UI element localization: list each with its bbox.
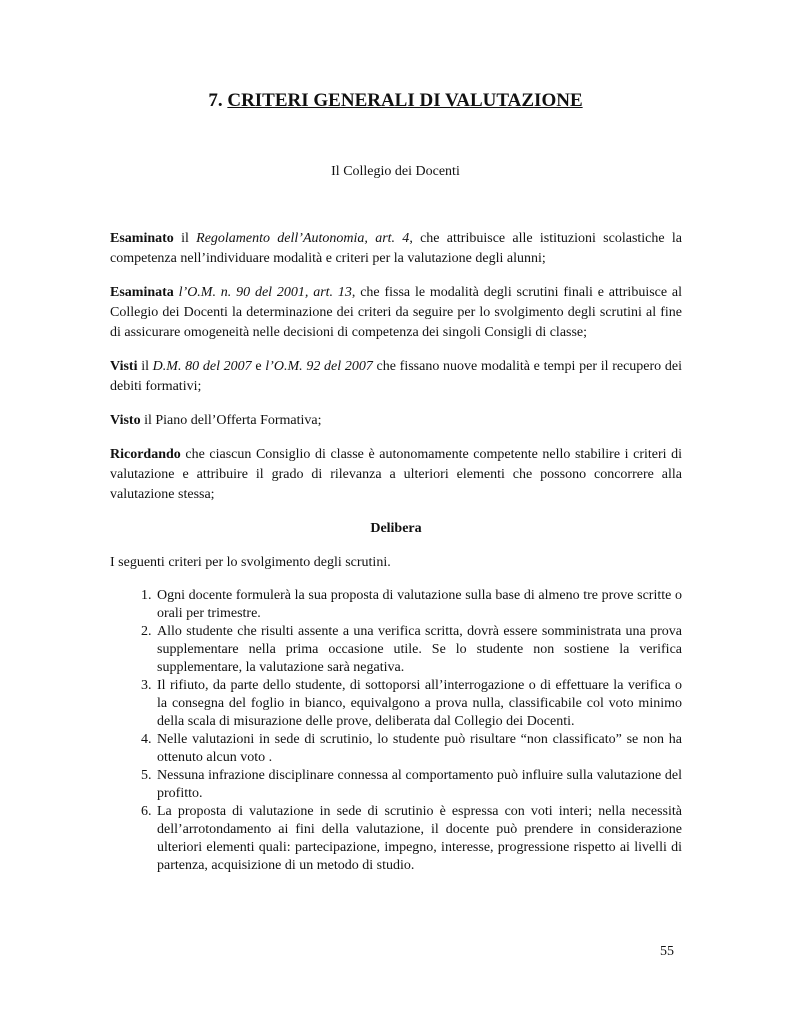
criteria-intro: I seguenti criteri per lo svolgimento degli scrutini. — [110, 555, 391, 570]
section-number: 7. — [208, 90, 228, 111]
subtitle: Il Collegio dei Docenti — [331, 164, 460, 179]
list-item: 6. La proposta di valutazione in sede di scrutinio è espressa con voti interi; nella necessità dell’arrotondamento ai fini della valutazione, il docente può prendere in considerazione ulteriori elementi quali: partecipazione, impegno, interesse, progressione rispetto ai livelli di partenza, acquisizione di un metodo di studio. — [155, 803, 682, 875]
list-item: 3. Il rifiuto, da parte dello studente, di sottoporsi all’interrogazione o di effettuare la verifica o la consegna del foglio in bianco, equivalgono a prova nulla, classificabile col voto minimo della scala di misurazione delle prove, deliberata dal Collegio dei Docenti. — [155, 677, 682, 731]
legal-reference: l’O.M. 92 del 2007 — [265, 359, 373, 374]
text: e — [251, 359, 266, 374]
text: , che attribuisce alle istituzioni scolastiche la competenza nell’individuare modalità e criteri per la valutazione degli alunni; — [110, 231, 682, 266]
criteria-list — [110, 587, 682, 875]
lead-word: Esaminata — [110, 285, 174, 300]
text: il — [137, 359, 153, 374]
lead-word: Visto — [110, 413, 141, 428]
delibera-heading: Delibera — [370, 521, 422, 536]
paragraph-esaminato — [110, 229, 682, 269]
paragraph-visti — [110, 357, 682, 397]
legal-reference: l’O.M. n. 90 del 2001, art. 13 — [178, 285, 352, 300]
lead-word: Esaminato — [110, 231, 174, 246]
text: il — [173, 231, 197, 246]
list-item: 2. Allo studente che risulti assente a una verifica scritta, dovrà essere somministrata una prova supplementare nella prima occasione utile. Se lo studente non sostiene la verifica supplementare, la valutazione sarà negativa. — [155, 623, 682, 677]
paragraph-ricordando — [110, 445, 682, 505]
text: , che fissa le modalità degli scrutini finali e attribuisce al Collegio dei Docenti la determinazione dei criteri da seguire per lo svolgimento degli scrutini al fine di assicurare omogeneità nelle decisioni di competenza dei singoli Consigli di classe; — [110, 285, 683, 340]
lead-word: Ricordando — [110, 447, 181, 462]
text: che ciascun Consiglio di classe è autonomamente competente nello stabilire i criteri di valutazione e attribuire il grado di rilevanza a ulteriori elementi che possono concorrere alla valutazione stessa; — [110, 447, 682, 502]
text: che fissano nuove modalità e tempi per il recupero dei debiti formativi; — [110, 359, 682, 394]
document-body — [110, 229, 682, 875]
legal-reference: D.M. 80 del 2007 — [152, 359, 252, 374]
paragraph-visto — [110, 411, 682, 431]
section-title: CRITERI GENERALI DI VALUTAZIONE — [227, 90, 583, 111]
page-number: 55 — [660, 944, 674, 959]
section-heading — [0, 90, 791, 112]
legal-reference: Regolamento dell’Autonomia, art. 4 — [196, 231, 410, 246]
list-item: 4. Nelle valutazioni in sede di scrutinio, lo studente può risultare “non classificato” se non ha ottenuto alcun voto . — [155, 731, 682, 767]
lead-word: Visti — [110, 359, 138, 374]
list-item: 5. Nessuna infrazione disciplinare connessa al comportamento può influire sulla valutazione del profitto. — [155, 767, 682, 803]
paragraph-esaminata — [110, 283, 682, 343]
list-item: 1. Ogni docente formulerà la sua proposta di valutazione sulla base di almeno tre prove scritte o orali per trimestre. — [155, 587, 682, 623]
text: il Piano dell’Offerta Formativa; — [140, 413, 322, 428]
